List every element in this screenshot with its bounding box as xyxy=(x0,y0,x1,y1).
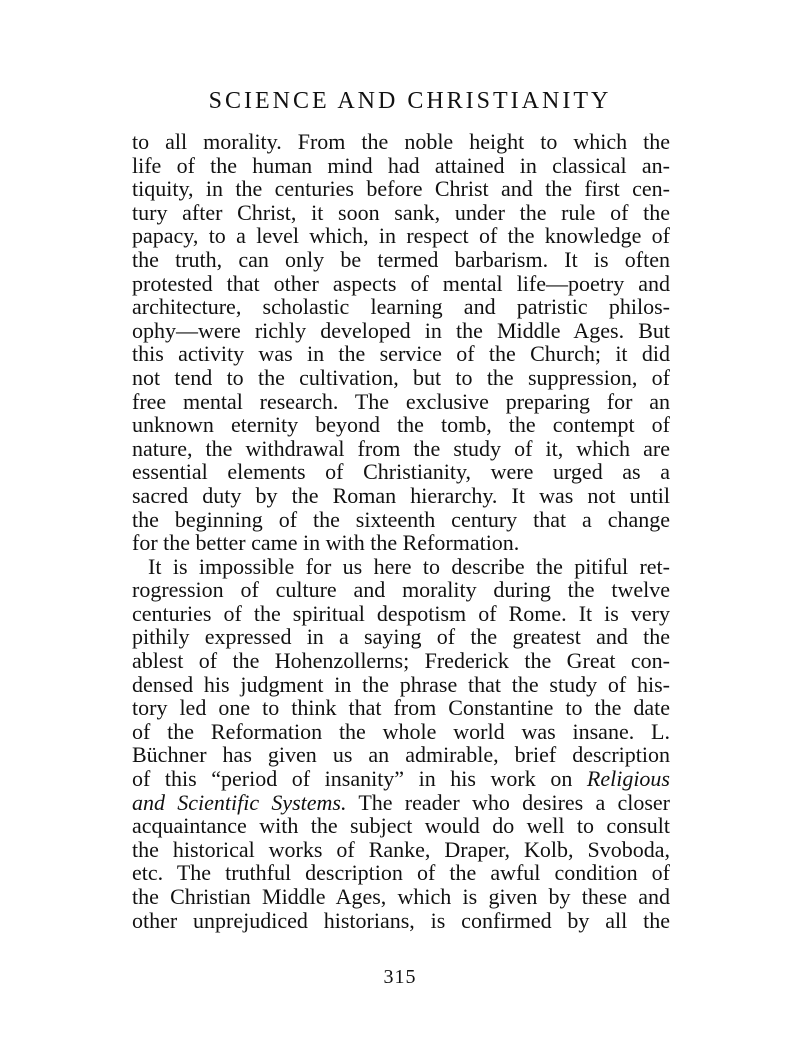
text-line: tiquity, in the centuries before Christ and the first cen- xyxy=(132,176,670,202)
book-title: Religious xyxy=(586,766,670,792)
text-line: nature, the withdrawal from the study of it, which are xyxy=(132,435,670,461)
text-line: ophy—were richly developed in the Middle Ages. But xyxy=(132,317,670,343)
text-span: The reader who desires a closer xyxy=(358,789,671,815)
text-line: tury after Christ, it soon sank, under the rule of the xyxy=(132,199,670,225)
text-line: not tend to the cultivation, but to the suppression, of xyxy=(132,364,670,390)
text-line: other unprejudiced historians, is confirmed by all the xyxy=(132,907,670,933)
text-line: It is impossible for us here to describe the pitiful ret- xyxy=(148,553,670,579)
text-line: the historical works of Ranke, Draper, Kolb, Svoboda, xyxy=(132,836,670,862)
text-line: life of the human mind had attained in classical an- xyxy=(132,152,670,178)
text-line: papacy, to a level which, in respect of the knowledge of xyxy=(132,223,670,249)
text-line: the beginning of the sixteenth century that a change xyxy=(132,506,670,532)
text-line: sacred duty by the Roman hierarchy. It was not until xyxy=(132,482,670,508)
text-line: rogression of culture and morality during the twelve xyxy=(132,577,670,603)
text-line: this activity was in the service of the Church; it did xyxy=(132,341,670,367)
text-line: Büchner has given us an admirable, brief description xyxy=(132,742,670,768)
text-line: to all morality. From the noble height to which the xyxy=(132,129,670,154)
page-number: 315 xyxy=(383,966,417,988)
text-line: densed his judgment in the phrase that the study of his- xyxy=(132,671,670,697)
paragraph-2 xyxy=(132,555,670,933)
text-line: ablest of the Hohenzollerns; Frederick the Great con- xyxy=(132,648,670,674)
text-line: the Christian Middle Ages, which is given by these and xyxy=(132,884,670,909)
text-line: centuries of the spiritual despotism of Rome. It is very xyxy=(132,600,670,626)
body-text xyxy=(132,130,670,932)
text-line: etc. The truthful description of the awful condition of xyxy=(132,860,670,886)
paragraph-1 xyxy=(132,130,670,555)
text-line xyxy=(132,767,670,791)
running-head: SCIENCE AND CHRISTIANITY xyxy=(208,88,612,114)
text-line: tory led one to think that from Constantine to the date xyxy=(132,695,670,721)
text-line: the truth, can only be termed barbarism. It is often xyxy=(132,246,670,272)
text-line: acquaintance with the subject would do well to consult xyxy=(132,813,670,839)
text-line: protested that other aspects of mental life—poetry and xyxy=(132,270,670,296)
text-line: pithily expressed in a saying of the greatest and the xyxy=(132,624,670,650)
text-line xyxy=(132,791,670,815)
text-line: architecture, scholastic learning and patristic philos- xyxy=(132,294,670,320)
text-line: of the Reformation the whole world was insane. L. xyxy=(132,718,670,744)
text-line: unknown eternity beyond the tomb, the contempt of xyxy=(132,412,670,438)
text-line: for the better came in with the Reformation. xyxy=(132,530,520,556)
text-line: free mental research. The exclusive preparing for an xyxy=(132,388,670,414)
book-title: and Scientific Systems. xyxy=(132,789,347,815)
text-line: essential elements of Christianity, were urged as a xyxy=(132,459,670,485)
text-span: of this “period of insanity” in his work on xyxy=(132,766,587,792)
